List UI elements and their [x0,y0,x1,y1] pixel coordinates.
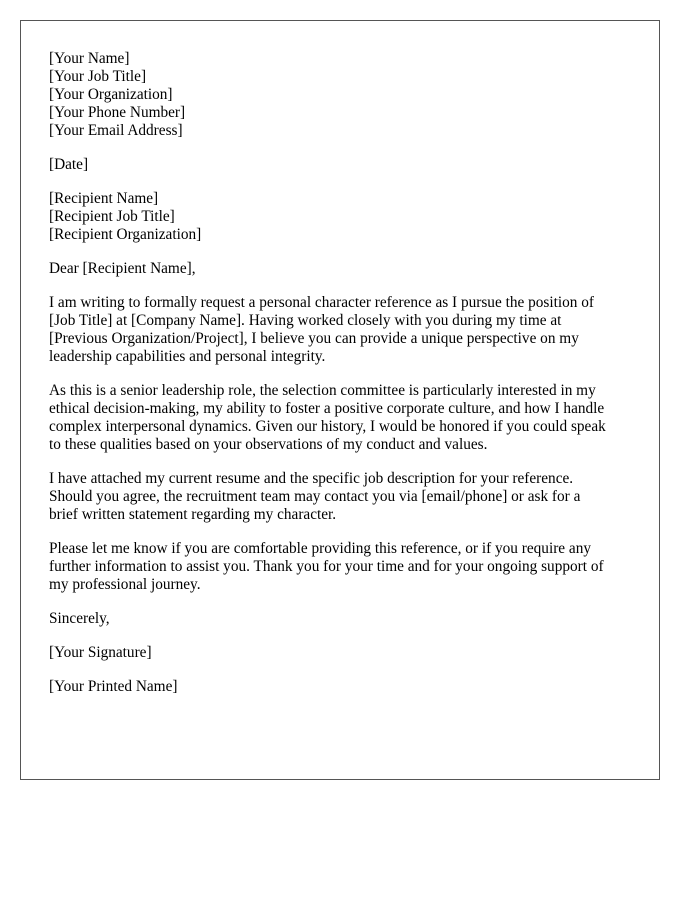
recipient-job-title: [Recipient Job Title] [49,208,175,225]
paragraph-line: [Job Title] at [Company Name]. Having worked closely with you during my time at [49,312,562,329]
paragraph-line: my professional journey. [49,576,201,593]
recipient-organization: [Recipient Organization] [49,226,202,243]
sender-job-title: [Your Job Title] [49,68,147,85]
sender-organization: [Your Organization] [49,86,173,103]
sender-phone: [Your Phone Number] [49,104,186,121]
paragraph-line: to these qualities based on your observations of my conduct and values. [49,436,488,453]
closing [49,610,659,628]
paragraph-line: I have attached my current resume and the specific job description for your reference. [49,470,574,487]
recipient-block [49,190,659,244]
date-block [49,156,659,174]
sender-block [49,50,659,140]
body-paragraph-2 [49,382,659,454]
paragraph-line: ethical decision-making, my ability to foster a positive corporate culture, and how I handle [49,400,605,417]
paragraph-line: I am writing to formally request a personal character reference as I pursue the position of [49,294,594,311]
paragraph-line: brief written statement regarding my character. [49,506,337,523]
salutation-text: Dear [Recipient Name], [49,260,196,277]
sender-email: [Your Email Address] [49,122,183,139]
sender-name: [Your Name] [49,50,130,67]
letter-date: [Date] [49,156,89,173]
paragraph-line: leadership capabilities and personal integrity. [49,348,326,365]
paragraph-line: As this is a senior leadership role, the selection committee is particularly interested in my [49,382,596,399]
signature [49,644,659,662]
paragraph-line: complex interpersonal dynamics. Given our history, I would be honored if you could speak [49,418,606,435]
paragraph-line: Should you agree, the recruitment team may contact you via [email/phone] or ask for a [49,488,581,505]
salutation [49,260,659,278]
signature-text: [Your Signature] [49,644,152,661]
recipient-name: [Recipient Name] [49,190,159,207]
paragraph-line: Please let me know if you are comfortable providing this reference, or if you require any [49,540,591,557]
letter-page [20,20,660,780]
body-paragraph-1 [49,294,659,366]
printed-name-text: [Your Printed Name] [49,678,178,695]
body-paragraph-3 [49,470,659,524]
paragraph-line: further information to assist you. Thank you for your time and for your ongoing support of [49,558,604,575]
body-paragraph-4 [49,540,659,594]
closing-text: Sincerely, [49,610,110,627]
paragraph-line: [Previous Organization/Project], I believe you can provide a unique perspective on my [49,330,579,347]
printed-name [49,678,659,696]
